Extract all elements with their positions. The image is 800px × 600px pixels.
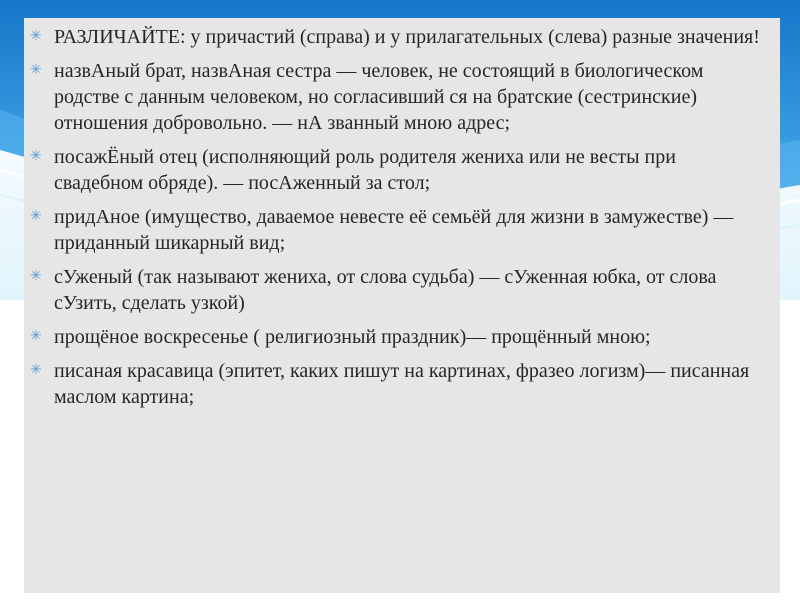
list-item	[30, 24, 770, 50]
star-bullet-icon: ✳	[30, 63, 42, 78]
list-item	[30, 358, 770, 410]
bullet-text: придАное (имущество, даваемое невесте её семьёй для жизни в замужестве) — приданный шикарный вид;	[54, 206, 734, 254]
bullet-text: посажЁный отец (исполняющий роль родителя жениха или не весты при свадебном обряде). — посАженный за стол;	[54, 146, 676, 194]
bullet-text: прощёное воскресенье ( религиозный праздник)— прощённый мною;	[54, 326, 651, 348]
list-item	[30, 264, 770, 316]
star-bullet-icon: ✳	[30, 29, 42, 44]
bullet-text: писаная красавица (эпитет, каких пишут на картинах, фразео логизм)— писанная маслом картина;	[54, 360, 750, 408]
star-bullet-icon: ✳	[30, 329, 42, 344]
list-item	[30, 204, 770, 256]
list-item	[30, 324, 770, 350]
list-item	[30, 58, 770, 136]
star-bullet-icon: ✳	[30, 269, 42, 284]
bullet-text: назвАный брат, назвАная сестра — человек, не состоящий в биологическом родстве с данным человеком, но согласивший ся на братские (сестринские) отношения добровольно. — нА званный мною адрес;	[54, 60, 704, 134]
bullet-list	[30, 24, 770, 418]
star-bullet-icon: ✳	[30, 363, 42, 378]
bullet-text: РАЗЛИЧАЙТЕ: у причастий (справа) и у прилагательных (слева) разные значения!	[54, 26, 760, 48]
star-bullet-icon: ✳	[30, 209, 42, 224]
star-bullet-icon: ✳	[30, 149, 42, 164]
bullet-text: сУженый (так называют жениха, от слова судьба) — сУженная юбка, от слова сУзить, сделать узкой)	[54, 266, 717, 314]
list-item	[30, 144, 770, 196]
